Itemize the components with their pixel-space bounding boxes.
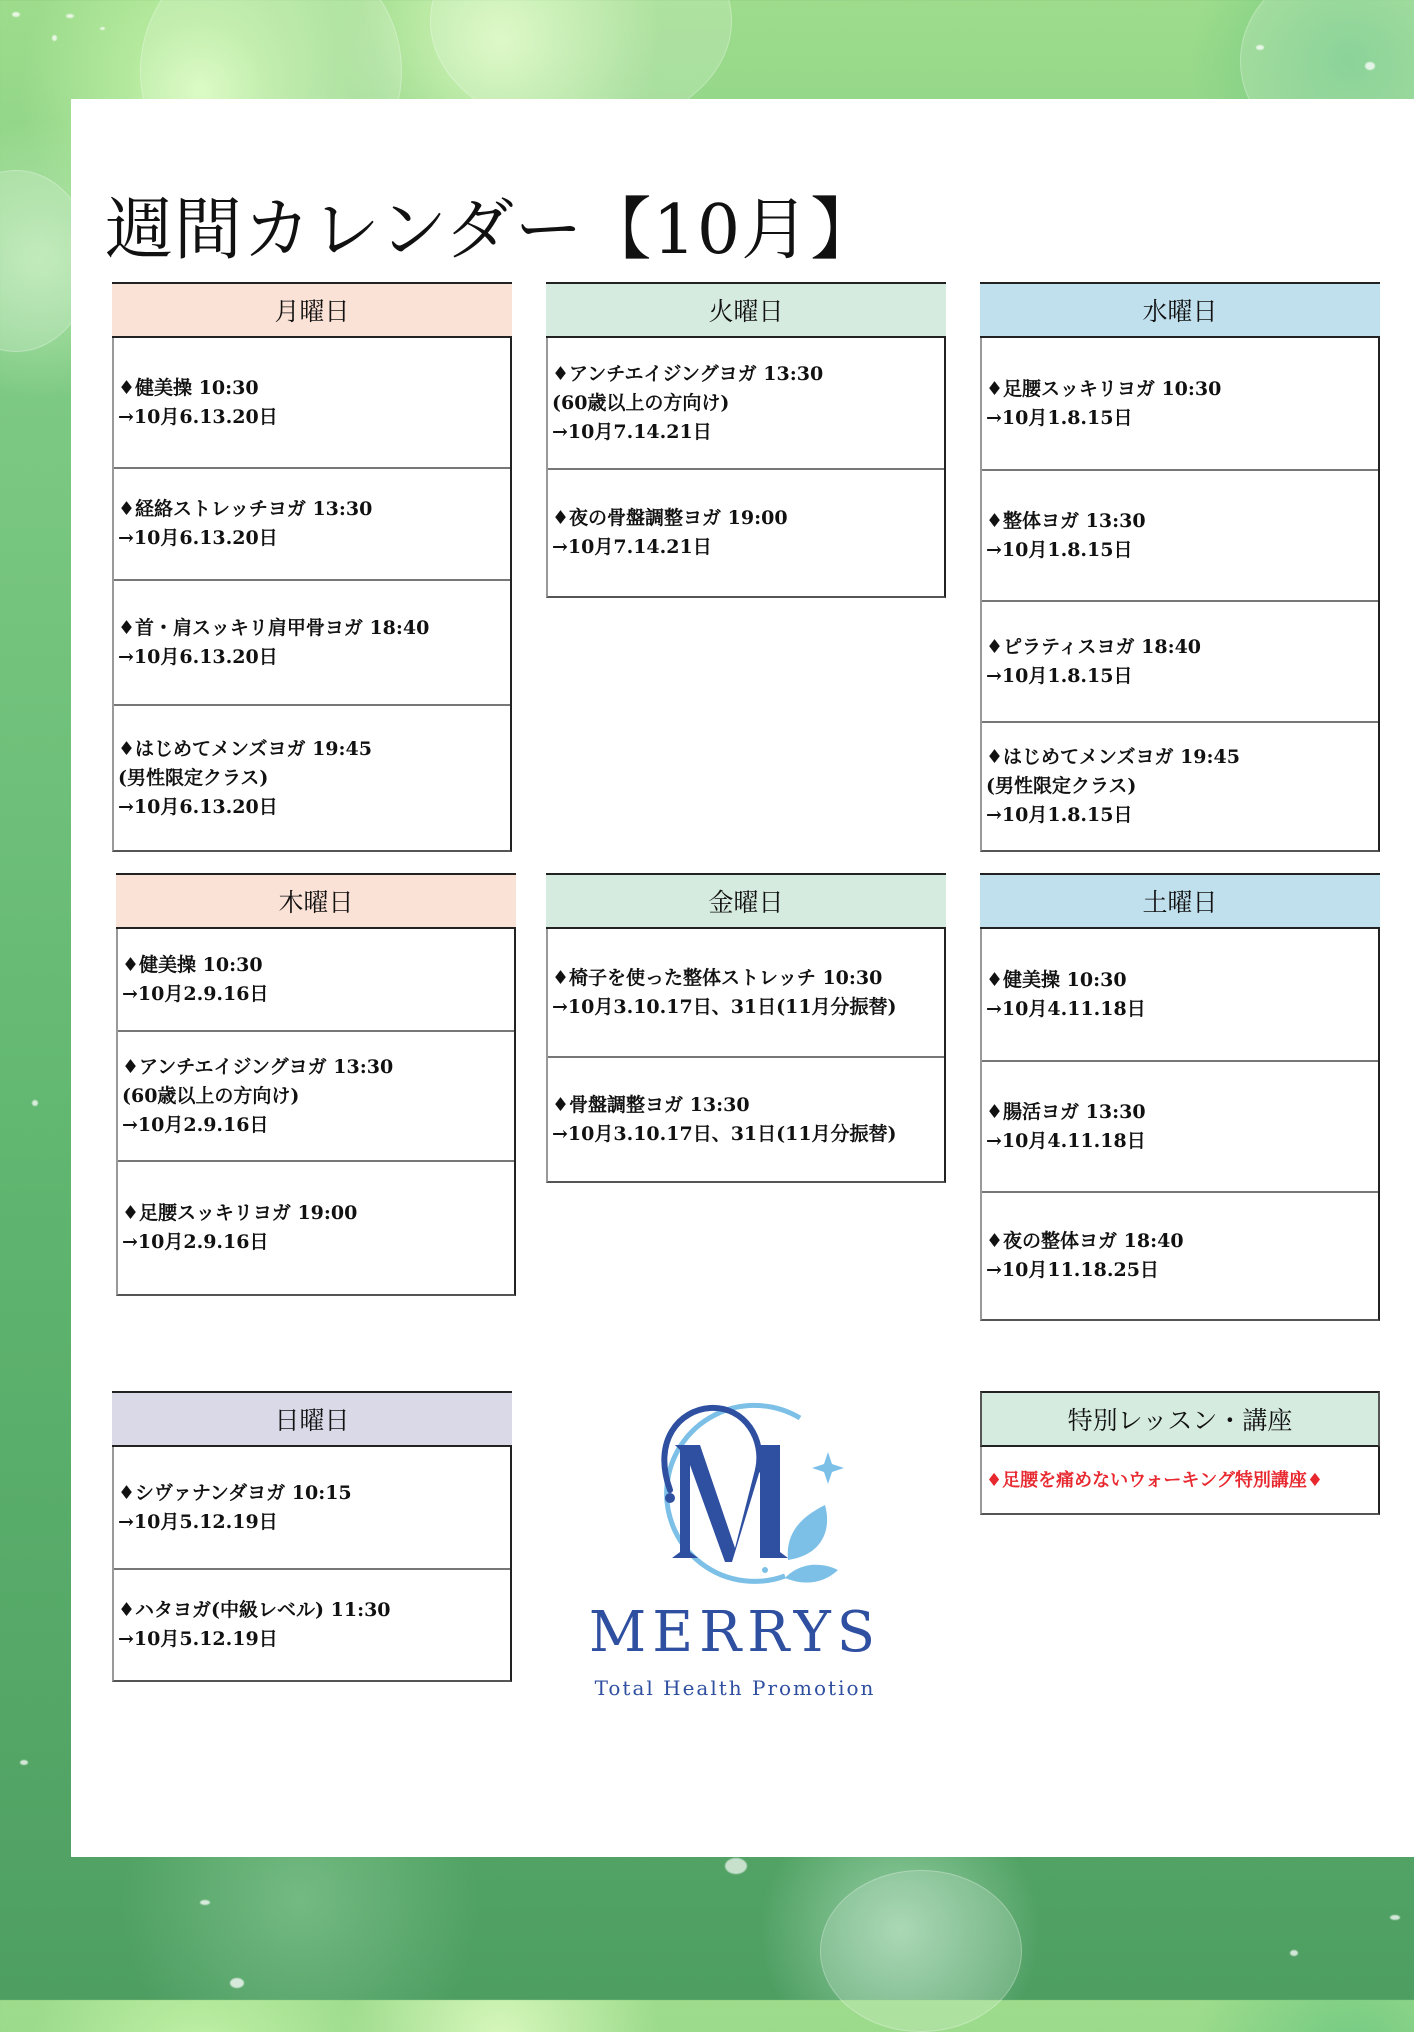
class-item: ♦腸活ヨガ 13:30 →10月4.11.18日: [982, 1060, 1378, 1191]
class-item: ♦足腰スッキリヨガ 10:30 →10月1.8.15日: [986, 377, 1222, 429]
class-list: [112, 1447, 512, 1682]
day-header-sunday: 日曜日: [112, 1391, 512, 1447]
class-item: ♦アンチエイジングヨガ 13:30 (60歳以上の方向け) →10月7.14.21日: [552, 362, 824, 443]
logo-brand-name: MERRYS: [588, 1600, 882, 1665]
class-item: ♦整体ヨガ 13:30 →10月1.8.15日: [982, 469, 1378, 600]
day-card-tuesday: [546, 282, 946, 598]
day-header-monday: 月曜日: [112, 282, 512, 338]
day-header-tuesday: 火曜日: [546, 282, 946, 338]
monogram-emblem-icon: [560, 1370, 910, 1600]
class-list: [546, 929, 946, 1183]
day-header-friday: 金曜日: [546, 873, 946, 929]
class-item: ♦ハタヨガ(中級レベル) 11:30 →10月5.12.19日: [114, 1568, 510, 1680]
class-list: [112, 338, 512, 852]
class-list: [980, 338, 1380, 852]
day-card-sunday: [112, 1391, 512, 1682]
class-item: ♦夜の整体ヨガ 18:40 →10月11.18.25日: [982, 1191, 1378, 1319]
special-lessons-list: [980, 1447, 1380, 1515]
class-item: ♦健美操 10:30 →10月6.13.20日: [118, 376, 278, 428]
class-list: [546, 338, 946, 598]
class-item: ♦ピラティスヨガ 18:40 →10月1.8.15日: [982, 600, 1378, 721]
special-lesson-item: ♦足腰を痛めないウォーキング特別講座♦: [986, 1469, 1324, 1491]
special-lessons-header: 特別レッスン・講座: [980, 1391, 1380, 1447]
class-item: ♦椅子を使った整体ストレッチ 10:30 →10月3.10.17日、31日(11月分振替): [552, 966, 897, 1018]
class-item: ♦はじめてメンズヨガ 19:45 (男性限定クラス) →10月1.8.15日: [982, 721, 1378, 850]
merrys-logo: [560, 1370, 910, 1720]
day-header-saturday: 土曜日: [980, 873, 1380, 929]
class-list: [980, 929, 1380, 1321]
class-item: ♦はじめてメンズヨガ 19:45 (男性限定クラス) →10月6.13.20日: [114, 704, 510, 850]
day-header-wednesday: 水曜日: [980, 282, 1380, 338]
class-item: ♦経絡ストレッチヨガ 13:30 →10月6.13.20日: [114, 467, 510, 579]
day-card-thursday: [116, 873, 516, 1296]
day-card-friday: [546, 873, 946, 1183]
day-header-thursday: 木曜日: [116, 873, 516, 929]
page-title: 週間カレンダー【10月】: [105, 190, 880, 270]
day-card-wednesday: [980, 282, 1380, 852]
day-card-saturday: [980, 873, 1380, 1321]
class-item: ♦アンチエイジングヨガ 13:30 (60歳以上の方向け) →10月2.9.16日: [118, 1030, 514, 1160]
special-lessons-card: [980, 1391, 1380, 1515]
class-list: [116, 929, 516, 1296]
class-item: ♦シヴァナンダヨガ 10:15 →10月5.12.19日: [118, 1481, 352, 1533]
class-item: ♦健美操 10:30 →10月2.9.16日: [122, 953, 269, 1005]
class-item: ♦健美操 10:30 →10月4.11.18日: [986, 968, 1146, 1020]
day-card-monday: [112, 282, 512, 852]
class-item: ♦骨盤調整ヨガ 13:30 →10月3.10.17日、31日(11月分振替): [548, 1056, 944, 1181]
class-item: ♦足腰スッキリヨガ 19:00 →10月2.9.16日: [118, 1160, 514, 1294]
class-item: ♦夜の骨盤調整ヨガ 19:00 →10月7.14.21日: [548, 468, 944, 596]
logo-tagline: Total Health Promotion: [594, 1676, 876, 1700]
class-item: ♦首・肩スッキリ肩甲骨ヨガ 18:40 →10月6.13.20日: [114, 579, 510, 704]
